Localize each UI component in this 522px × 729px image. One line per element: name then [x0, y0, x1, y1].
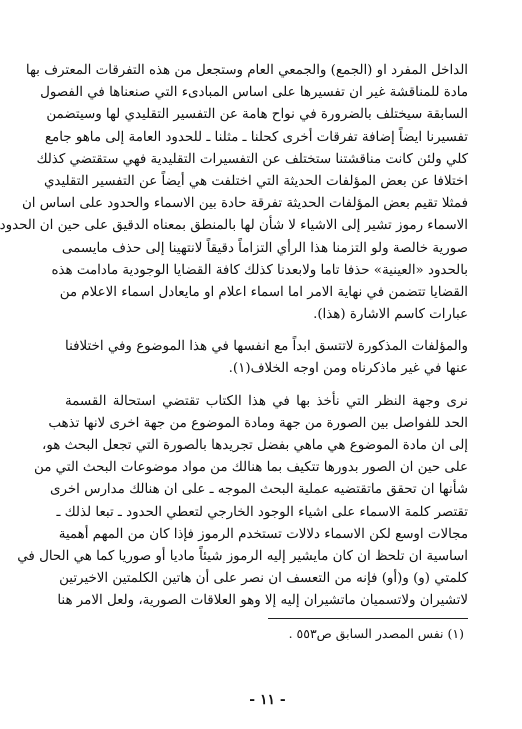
- text-line: عنها في غير ماذكرناه ومن اوجه الخلاف(١).: [228, 361, 468, 377]
- paragraph-gap: [65, 381, 468, 391]
- body-text: [0, 60, 468, 613]
- footnote: (١) نفس المصدر السابق ص٥٥٣ .: [288, 626, 464, 641]
- text-line: فمثلا تقيم بعض المؤلفات الحديثة تفرقة حادة بين الاسماء والحدود على اساس ان: [21, 196, 468, 212]
- text-line: صورية خالصة ولو التزمنا هذا الرأي التزاماً دقيقاً لانتهينا إلى حذف مايسمى: [61, 240, 468, 256]
- footnote-divider: [268, 618, 468, 619]
- text-line: اساسية ان تلحظ ان كان مايشير إليه الرموز شيئاً ماديا أو صوريا كما هي الحال في: [17, 548, 468, 564]
- text-line: على حين ان الصور بدورها تتكيف بما هنالك من مواد موضوعات البحث التي من: [34, 460, 468, 476]
- text-line: والمؤلفات المذكورة لاتتسق ابداً مع انفسها في هذا الموضوع وفي اختلافنا: [65, 339, 468, 355]
- text-line: الداخل المفرد او (الجمع) والجمعي العام وستجعل من هذه التفرقات المعترف بها: [25, 63, 468, 78]
- text-line: كلي ولئن كانت مناقشتنا ستختلف عن التفسيرات التقليدية فهي ستقتضي كذلك: [36, 151, 468, 167]
- text-line: الحد للفواصل بين الصورة من جهة ومادة الموضوع من جهة اخرى لانها تذهب: [48, 415, 468, 431]
- text-line: إلى ان مادة الموضوع هي ماهي بفضل تجريدها بالصورة التي تجعل البحث هو،: [42, 438, 468, 453]
- text-line: شأنها ان تحقق ماتقتضيه عملية البحث الموجه ـ على ان هنالك مدارس اخرى: [50, 482, 468, 498]
- text-line: تقتصر كلمة الاسماء على اشياء الوجود الخارجي لتعطي الحدود ـ تبعا لذلك ـ: [56, 504, 468, 520]
- text-line: نرى وجهة النظر التي نأخذ بها في هذا الكتاب تقتضي استحالة القسمة: [65, 393, 468, 409]
- page-number: - ١١ -: [249, 692, 286, 708]
- text-line: عبارات كاسم الاشارة (هذا).: [313, 307, 468, 323]
- text-line: السابقة سيختلف بالضرورة في نواح هامة عن التفسير التقليدي لها وسيتضمن: [46, 107, 468, 123]
- paragraph-gap: [65, 326, 468, 336]
- text-line: القضايا تتضمن في نهاية الامر اما اسماء اعلام او مايعادل اسماء الاعلام من: [59, 284, 468, 300]
- text-line: كلمتي (و) و(أو) فإنه من التعسف ان نصر على أن هاتين الكلمتين الاخيرتين: [59, 571, 468, 587]
- text-line: اختلافا عن بعض المؤلفات الحديثة التي اختلفت هي أيضاً عن التفسير التقليدي: [43, 173, 468, 189]
- text-line: الاسماء رموز تشير إلى الاشياء لا شأن لها بالمنطق بمعناه الدقيق على حين ان الحدود: [0, 218, 468, 234]
- text-line: تفسيرنا ايضاً إضافة تفرقات أخرى كحلنا ـ مثلنا ـ للحدود العامة إلى ماهو جامع: [44, 129, 468, 145]
- text-line: مادة للمناقشة غير ان تفسيرها على اساس المبادىء التي صنعناها في الفصول: [40, 85, 468, 101]
- text-line: مجالات اوسع لكن الاسماء دلالات تستخدم الرموز فإذا كان من المهم أهمية: [58, 526, 468, 542]
- text-line: لاتشيران ولاتسميان ماتشيران إليه إلا وهو العلاقات الصورية، ولعل الامر هنا: [57, 593, 468, 609]
- text-line: بالحدود «العينية» حذفا تاما ولابعدنا كذلك كافة القضايا الوجودية مادامت هذه: [51, 262, 468, 278]
